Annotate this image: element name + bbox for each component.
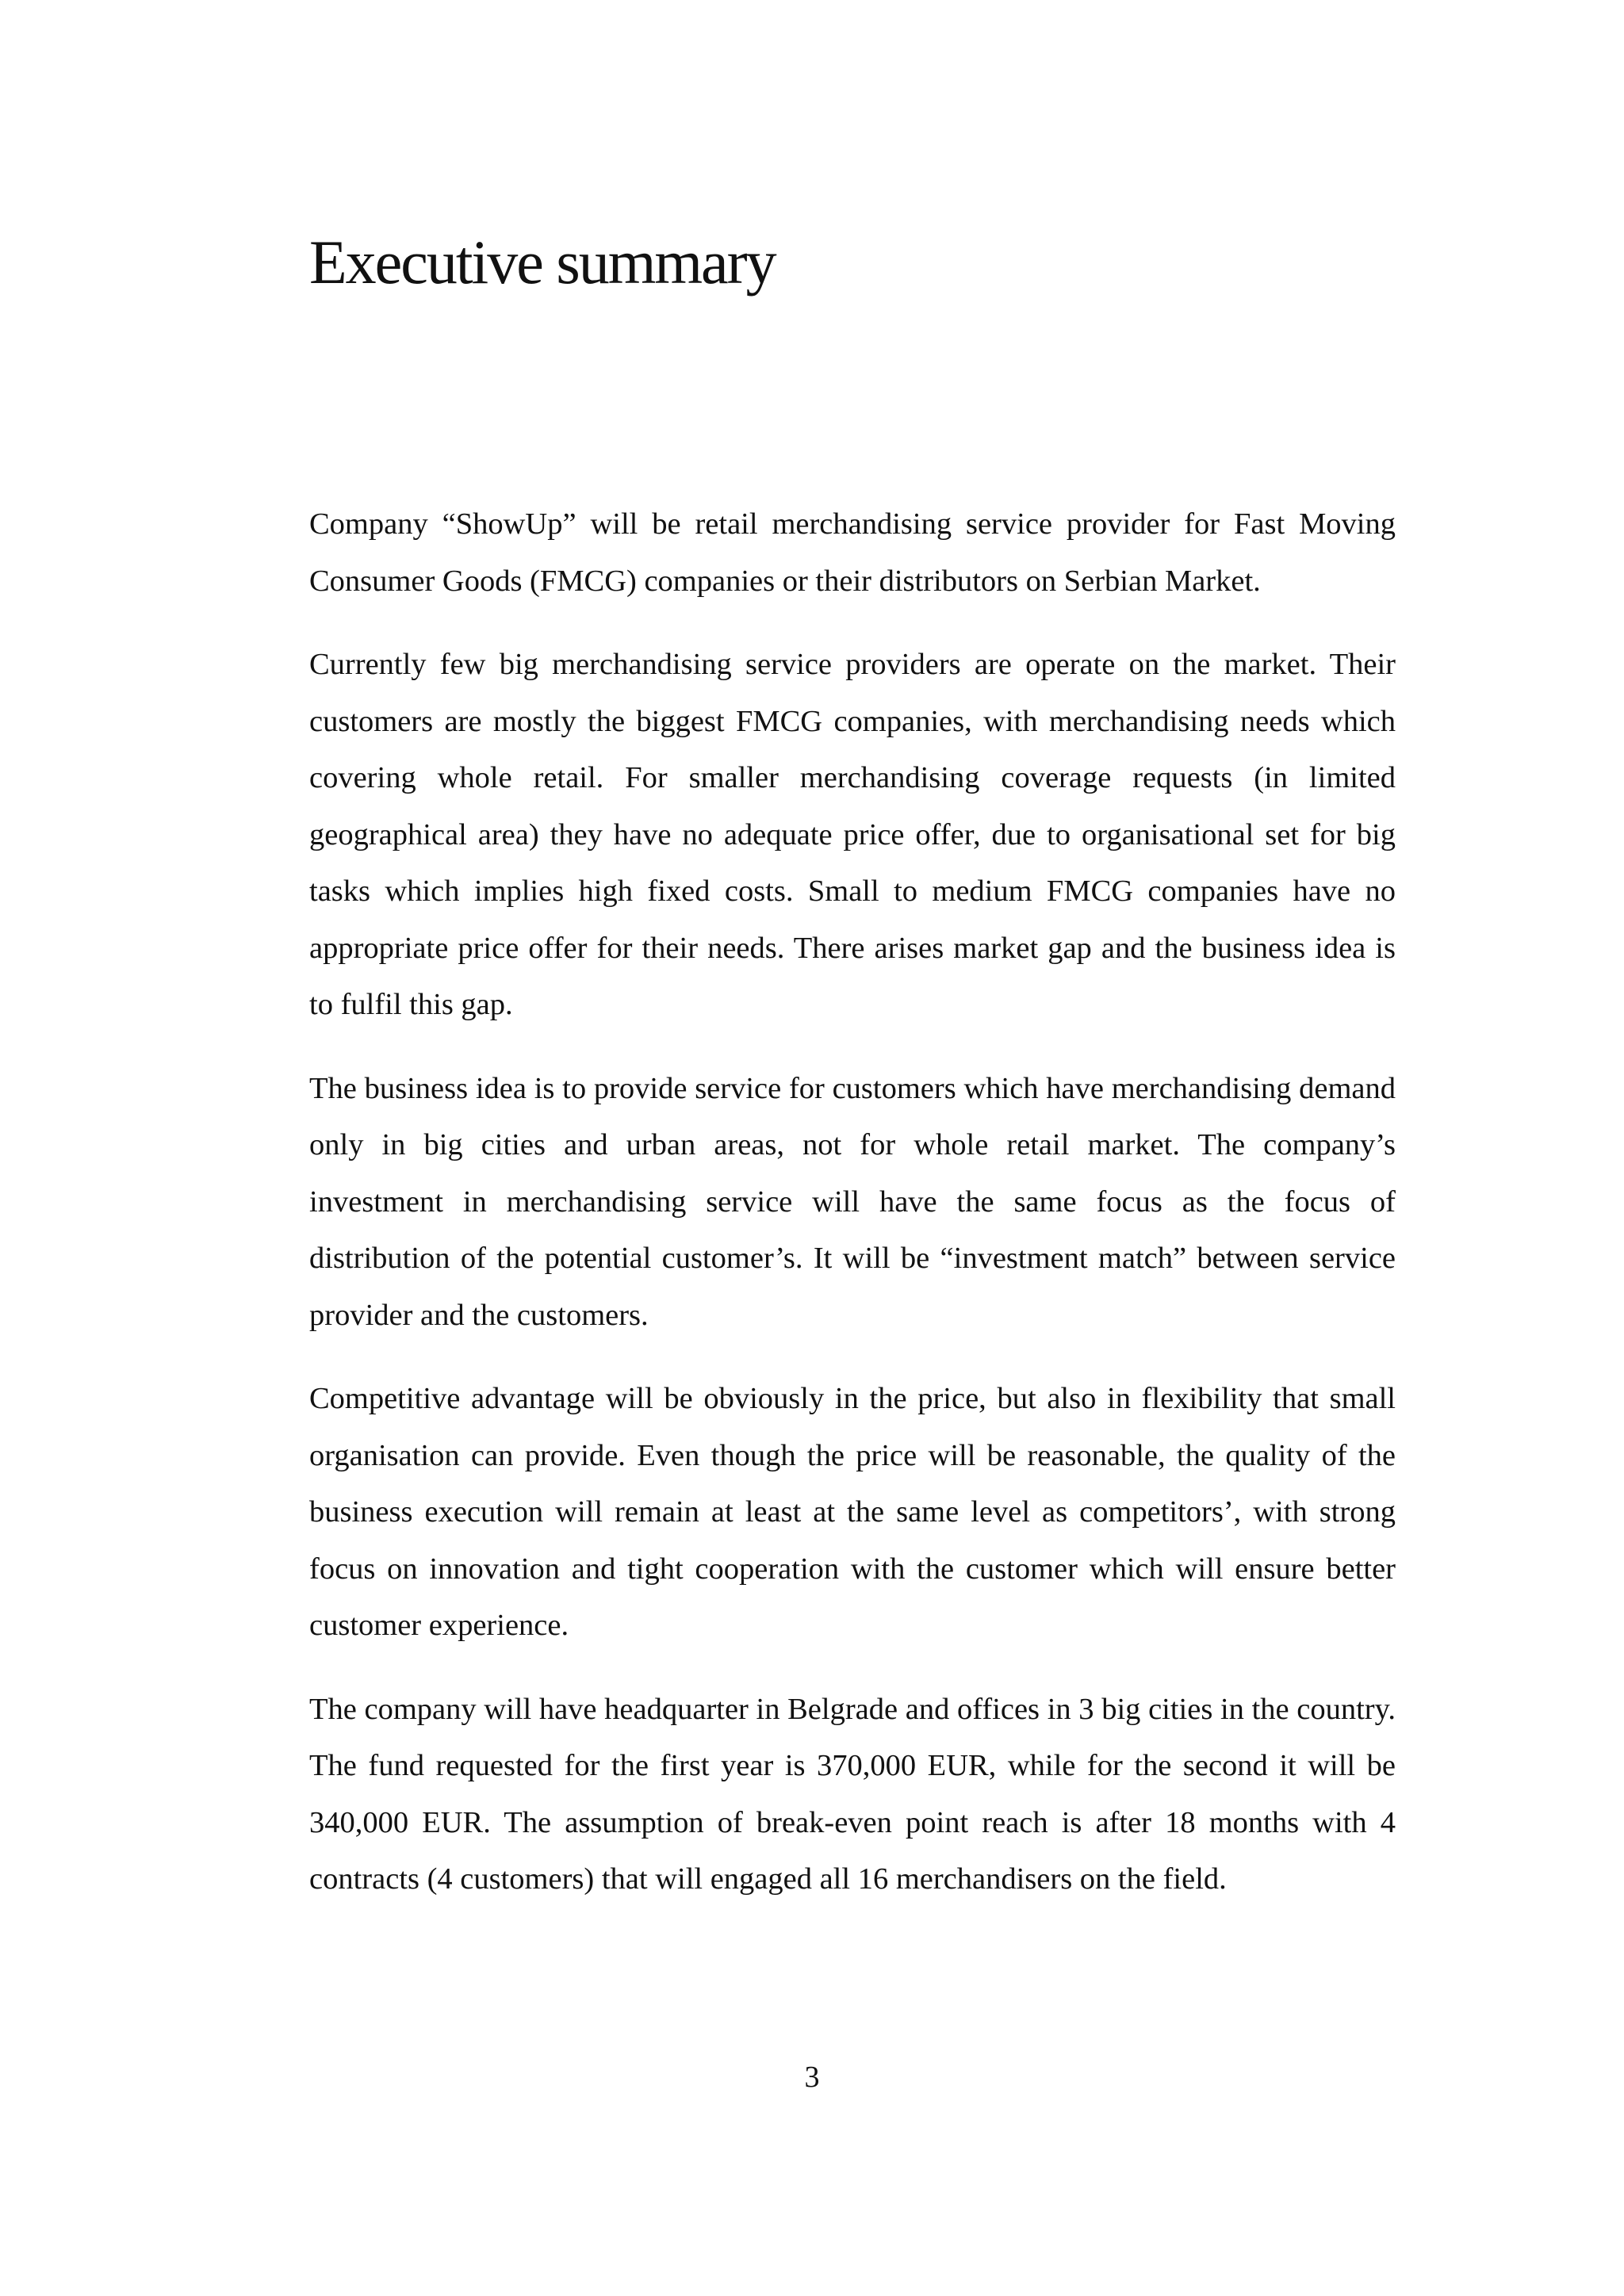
page-number: 3 [804,2061,820,2094]
paragraph-intro: Company “ShowUp” will be retail merchandising service provider for Fast Moving Consumer Goods (FMCG) companies or their distributors on Serbian Market. [309,507,1396,598]
body-text [309,496,1396,1935]
paragraph-funding: The company will have headquarter in Belgrade and offices in 3 big cities in the country. The fund requested for the first year is 370,000 EUR, while for the second it will be 340,000 EUR. The assumption of break-even point reach is after 18 months with 4 contracts (4 customers) that will engaged all 16 merchandisers on the field. [309,1692,1396,1896]
paragraph-business-idea: The business idea is to provide service for customers which have merchandising demand only in big cities and urban areas, not for whole retail market. The company’s investment in merchandising service will have the same focus as the focus of distribution of the potential customer’s. It will be “investment match” between service provider and the customers. [309,1071,1396,1332]
section-title: Executive summary [309,228,776,297]
paragraph-competitive-advantage: Competitive advantage will be obviously in the price, but also in flexibility that small organisation can provide. Even though the price will be reasonable, the quality of the business execution will remain at least at the same level as competitors’, with strong focus on innovation and tight cooperation with the customer which will ensure better customer experience. [309,1382,1396,1642]
paragraph-market-gap: Currently few big merchandising service providers are operate on the market. Their customers are mostly the biggest FMCG companies, with merchandising needs which covering whole retail. For smaller merchandising coverage requests (in limited geographical area) they have no adequate price offer, due to organisational set for big tasks which implies high fixed costs. Small to medium FMCG companies have no appropriate price offer for their needs. There arises market gap and the business idea is to fulfil this gap. [309,648,1396,1021]
